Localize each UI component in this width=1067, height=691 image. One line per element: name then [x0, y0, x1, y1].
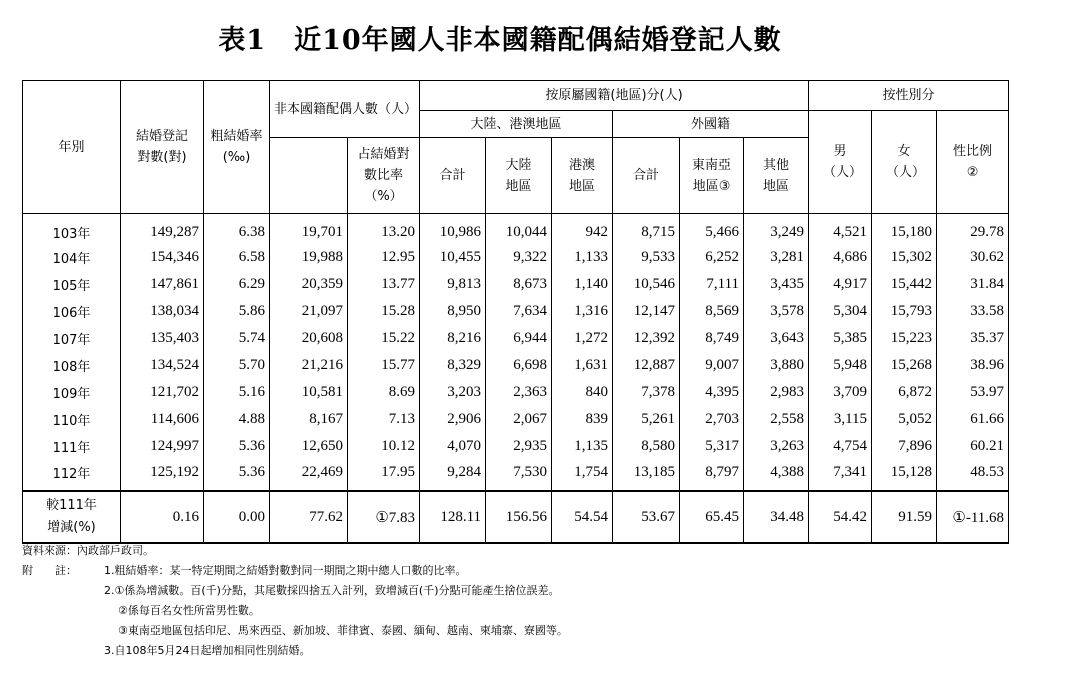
- footnotes: [22, 541, 1022, 661]
- note-3: 3.自108年5月24日起增加相同性別結婚。: [104, 644, 311, 657]
- change-label-line1: 較111年: [46, 498, 97, 513]
- change-row: [23, 491, 1009, 543]
- header-foreign-spouse-count-cell: [270, 138, 348, 214]
- table-cell: 17.95: [348, 460, 420, 491]
- table-cell: 9,533: [613, 244, 680, 271]
- change-cell: 0.00: [204, 491, 270, 543]
- table-cell: 7,111: [680, 271, 744, 298]
- table-cell: 6,872: [872, 379, 937, 406]
- table-cell: 10,581: [270, 379, 348, 406]
- table-cell: 3,263: [744, 433, 809, 460]
- table-cell: 48.53: [937, 460, 1009, 491]
- table-cell: 135,403: [121, 325, 204, 352]
- table-cell: 5,052: [872, 406, 937, 433]
- table-cell: 1,135: [552, 433, 613, 460]
- table-row: [23, 460, 1009, 491]
- table-cell: 2,703: [680, 406, 744, 433]
- header-female: 女（人）: [872, 111, 937, 214]
- table-cell: 5.36: [204, 433, 270, 460]
- change-cell: ①-11.68: [937, 491, 1009, 543]
- table-cell: 6,252: [680, 244, 744, 271]
- table-cell: 138,034: [121, 298, 204, 325]
- table-cell: 6.29: [204, 271, 270, 298]
- table-cell: 149,287: [121, 214, 204, 245]
- note-2b: ②係每百名女性所當男性數。: [118, 604, 260, 617]
- table-cell: 13.77: [348, 271, 420, 298]
- table-cell: 15,223: [872, 325, 937, 352]
- row-year: 108年: [23, 352, 121, 379]
- table-cell: 5,261: [613, 406, 680, 433]
- table-cell: 30.62: [937, 244, 1009, 271]
- table-cell: 8,329: [420, 352, 486, 379]
- table-cell: 2,558: [744, 406, 809, 433]
- header-male: 男（人）: [809, 111, 872, 214]
- note-label: 附 註：: [22, 564, 77, 577]
- table-cell: 31.84: [937, 271, 1009, 298]
- table-cell: 7,896: [872, 433, 937, 460]
- header-foreign-subtotal: 合計: [613, 138, 680, 214]
- row-year: 105年: [23, 271, 121, 298]
- change-cell: 34.48: [744, 491, 809, 543]
- table-cell: 5,948: [809, 352, 872, 379]
- table-cell: 15,180: [872, 214, 937, 245]
- table-cell: 12.95: [348, 244, 420, 271]
- row-year: 106年: [23, 298, 121, 325]
- table-cell: 22,469: [270, 460, 348, 491]
- table-cell: 10,546: [613, 271, 680, 298]
- header-foreign-spouse: 非本國籍配偶人數（人）: [270, 81, 420, 138]
- table-row: [23, 271, 1009, 298]
- table-cell: 1,754: [552, 460, 613, 491]
- table-cell: 15,442: [872, 271, 937, 298]
- header-share: 占結婚對數比率（%）: [348, 138, 420, 214]
- table-cell: 35.37: [937, 325, 1009, 352]
- table-cell: 1,631: [552, 352, 613, 379]
- row-year: 109年: [23, 379, 121, 406]
- table-cell: 13,185: [613, 460, 680, 491]
- table-row: [23, 298, 1009, 325]
- table-cell: 19,988: [270, 244, 348, 271]
- table-cell: 9,813: [420, 271, 486, 298]
- table-cell: 5.70: [204, 352, 270, 379]
- table-cell: 5,466: [680, 214, 744, 245]
- table-cell: 1,272: [552, 325, 613, 352]
- change-cell: 65.45: [680, 491, 744, 543]
- table-cell: 1,140: [552, 271, 613, 298]
- change-cell: ①7.83: [348, 491, 420, 543]
- table-cell: 8,167: [270, 406, 348, 433]
- header-crude-rate: 粗結婚率(‰): [204, 81, 270, 214]
- page-title: 表1 近10年國人非本國籍配偶結婚登記人數: [218, 25, 782, 56]
- header-mainland-subtotal: 合計: [420, 138, 486, 214]
- header-mainland: 大陸地區: [486, 138, 552, 214]
- table-row: [23, 325, 1009, 352]
- table-cell: 2,067: [486, 406, 552, 433]
- table-cell: 15.77: [348, 352, 420, 379]
- table-cell: 8,569: [680, 298, 744, 325]
- row-year: 107年: [23, 325, 121, 352]
- row-year: 104年: [23, 244, 121, 271]
- table-cell: 125,192: [121, 460, 204, 491]
- table-row: [23, 352, 1009, 379]
- row-year: 110年: [23, 406, 121, 433]
- table-cell: 8,715: [613, 214, 680, 245]
- table-cell: 12,392: [613, 325, 680, 352]
- table-cell: 10.12: [348, 433, 420, 460]
- table-cell: 15.22: [348, 325, 420, 352]
- table-cell: 4,917: [809, 271, 872, 298]
- header-marriage-count: 結婚登記對數(對): [121, 81, 204, 214]
- table-cell: 2,935: [486, 433, 552, 460]
- table-cell: 6.38: [204, 214, 270, 245]
- table-cell: 5,317: [680, 433, 744, 460]
- table-cell: 3,203: [420, 379, 486, 406]
- table-cell: 15,302: [872, 244, 937, 271]
- table-cell: 15.28: [348, 298, 420, 325]
- note-2c: ③東南亞地區包括印尼、馬來西亞、新加坡、菲律賓、泰國、緬甸、越南、柬埔寨、寮國等。: [118, 624, 568, 637]
- table-cell: 7,341: [809, 460, 872, 491]
- table-row: [23, 406, 1009, 433]
- table-cell: 8,950: [420, 298, 486, 325]
- header-sex-ratio: 性比例②: [937, 111, 1009, 214]
- table-cell: 8,749: [680, 325, 744, 352]
- table-cell: 38.96: [937, 352, 1009, 379]
- table-row: [23, 379, 1009, 406]
- table-cell: 3,249: [744, 214, 809, 245]
- header-mainland-hkmo: 大陸、港澳地區: [420, 111, 613, 138]
- table-cell: 3,435: [744, 271, 809, 298]
- table-cell: 4.88: [204, 406, 270, 433]
- table-cell: 21,097: [270, 298, 348, 325]
- table-cell: 7,378: [613, 379, 680, 406]
- table-cell: 4,388: [744, 460, 809, 491]
- table-cell: 3,709: [809, 379, 872, 406]
- table-cell: 1,316: [552, 298, 613, 325]
- table-cell: 13.20: [348, 214, 420, 245]
- table-cell: 3,578: [744, 298, 809, 325]
- table-cell: 4,754: [809, 433, 872, 460]
- table-cell: 5,304: [809, 298, 872, 325]
- table-cell: 9,007: [680, 352, 744, 379]
- change-cell: 54.54: [552, 491, 613, 543]
- table-cell: 8,673: [486, 271, 552, 298]
- table-cell: 8,580: [613, 433, 680, 460]
- table-cell: 839: [552, 406, 613, 433]
- table-cell: 53.97: [937, 379, 1009, 406]
- table-cell: 2,906: [420, 406, 486, 433]
- table-cell: 15,793: [872, 298, 937, 325]
- table-cell: 7,530: [486, 460, 552, 491]
- header-year: 年別: [23, 81, 121, 214]
- table-cell: 5.16: [204, 379, 270, 406]
- table-cell: 9,284: [420, 460, 486, 491]
- change-cell: 54.42: [809, 491, 872, 543]
- change-cell: 77.62: [270, 491, 348, 543]
- table-cell: 4,070: [420, 433, 486, 460]
- table-cell: 9,322: [486, 244, 552, 271]
- change-cell: 128.11: [420, 491, 486, 543]
- change-row-label: [23, 491, 121, 543]
- table-cell: 21,216: [270, 352, 348, 379]
- table-cell: 10,986: [420, 214, 486, 245]
- table-cell: 6.58: [204, 244, 270, 271]
- note-2: 2.①係為增減數。百(千)分點，其尾數採四捨五入計列，致增減百(千)分點可能產生捨位誤差。: [104, 584, 560, 597]
- source-note: 資料來源：內政部戶政司。: [22, 544, 154, 557]
- table-cell: 20,608: [270, 325, 348, 352]
- row-year: 111年: [23, 433, 121, 460]
- header-southeast-asia: 東南亞地區③: [680, 138, 744, 214]
- table-row: [23, 244, 1009, 271]
- header-by-origin: 按原屬國籍(地區)分(人): [420, 81, 809, 111]
- table-cell: 4,686: [809, 244, 872, 271]
- table-cell: 1,133: [552, 244, 613, 271]
- table-row: [23, 433, 1009, 460]
- header-by-sex: 按性別分: [809, 81, 1009, 111]
- table-cell: 29.78: [937, 214, 1009, 245]
- table-cell: 121,702: [121, 379, 204, 406]
- change-cell: 0.16: [121, 491, 204, 543]
- table-cell: 5.86: [204, 298, 270, 325]
- table-row: [23, 214, 1009, 245]
- table-cell: 10,455: [420, 244, 486, 271]
- table-cell: 10,044: [486, 214, 552, 245]
- table-cell: 5.36: [204, 460, 270, 491]
- table-cell: 840: [552, 379, 613, 406]
- table-cell: 8,797: [680, 460, 744, 491]
- table-cell: 154,346: [121, 244, 204, 271]
- table-cell: 7,634: [486, 298, 552, 325]
- table-cell: 33.58: [937, 298, 1009, 325]
- change-label-line2: 增減(%): [47, 520, 96, 535]
- table-cell: 3,643: [744, 325, 809, 352]
- table-cell: 114,606: [121, 406, 204, 433]
- table-cell: 5.74: [204, 325, 270, 352]
- header-foreign-nationality: 外國籍: [613, 111, 809, 138]
- table-cell: 60.21: [937, 433, 1009, 460]
- change-cell: 53.67: [613, 491, 680, 543]
- table-cell: 12,147: [613, 298, 680, 325]
- table-cell: 20,359: [270, 271, 348, 298]
- table-cell: 15,128: [872, 460, 937, 491]
- table-cell: 4,521: [809, 214, 872, 245]
- header-other-region: 其他地區: [744, 138, 809, 214]
- table-cell: 2,983: [744, 379, 809, 406]
- row-year: 112年: [23, 460, 121, 491]
- change-cell: 156.56: [486, 491, 552, 543]
- table-cell: 6,698: [486, 352, 552, 379]
- table-cell: 7.13: [348, 406, 420, 433]
- table-cell: 4,395: [680, 379, 744, 406]
- table-cell: 8.69: [348, 379, 420, 406]
- table-cell: 19,701: [270, 214, 348, 245]
- table-cell: 12,650: [270, 433, 348, 460]
- table-cell: 134,524: [121, 352, 204, 379]
- table-cell: 3,880: [744, 352, 809, 379]
- table-cell: 3,281: [744, 244, 809, 271]
- table-cell: 124,997: [121, 433, 204, 460]
- table-cell: 147,861: [121, 271, 204, 298]
- table-cell: 12,887: [613, 352, 680, 379]
- change-cell: 91.59: [872, 491, 937, 543]
- row-year: 103年: [23, 214, 121, 245]
- table-cell: 61.66: [937, 406, 1009, 433]
- table-cell: 15,268: [872, 352, 937, 379]
- header-hkmo: 港澳地區: [552, 138, 613, 214]
- table-cell: 2,363: [486, 379, 552, 406]
- table-cell: 942: [552, 214, 613, 245]
- table-cell: 3,115: [809, 406, 872, 433]
- table-cell: 8,216: [420, 325, 486, 352]
- note-1: 1.粗結婚率：某一特定期間之結婚對數對同一期間之期中總人口數的比率。: [104, 564, 467, 577]
- table-cell: 6,944: [486, 325, 552, 352]
- table-cell: 5,385: [809, 325, 872, 352]
- statistics-table: [22, 80, 1009, 544]
